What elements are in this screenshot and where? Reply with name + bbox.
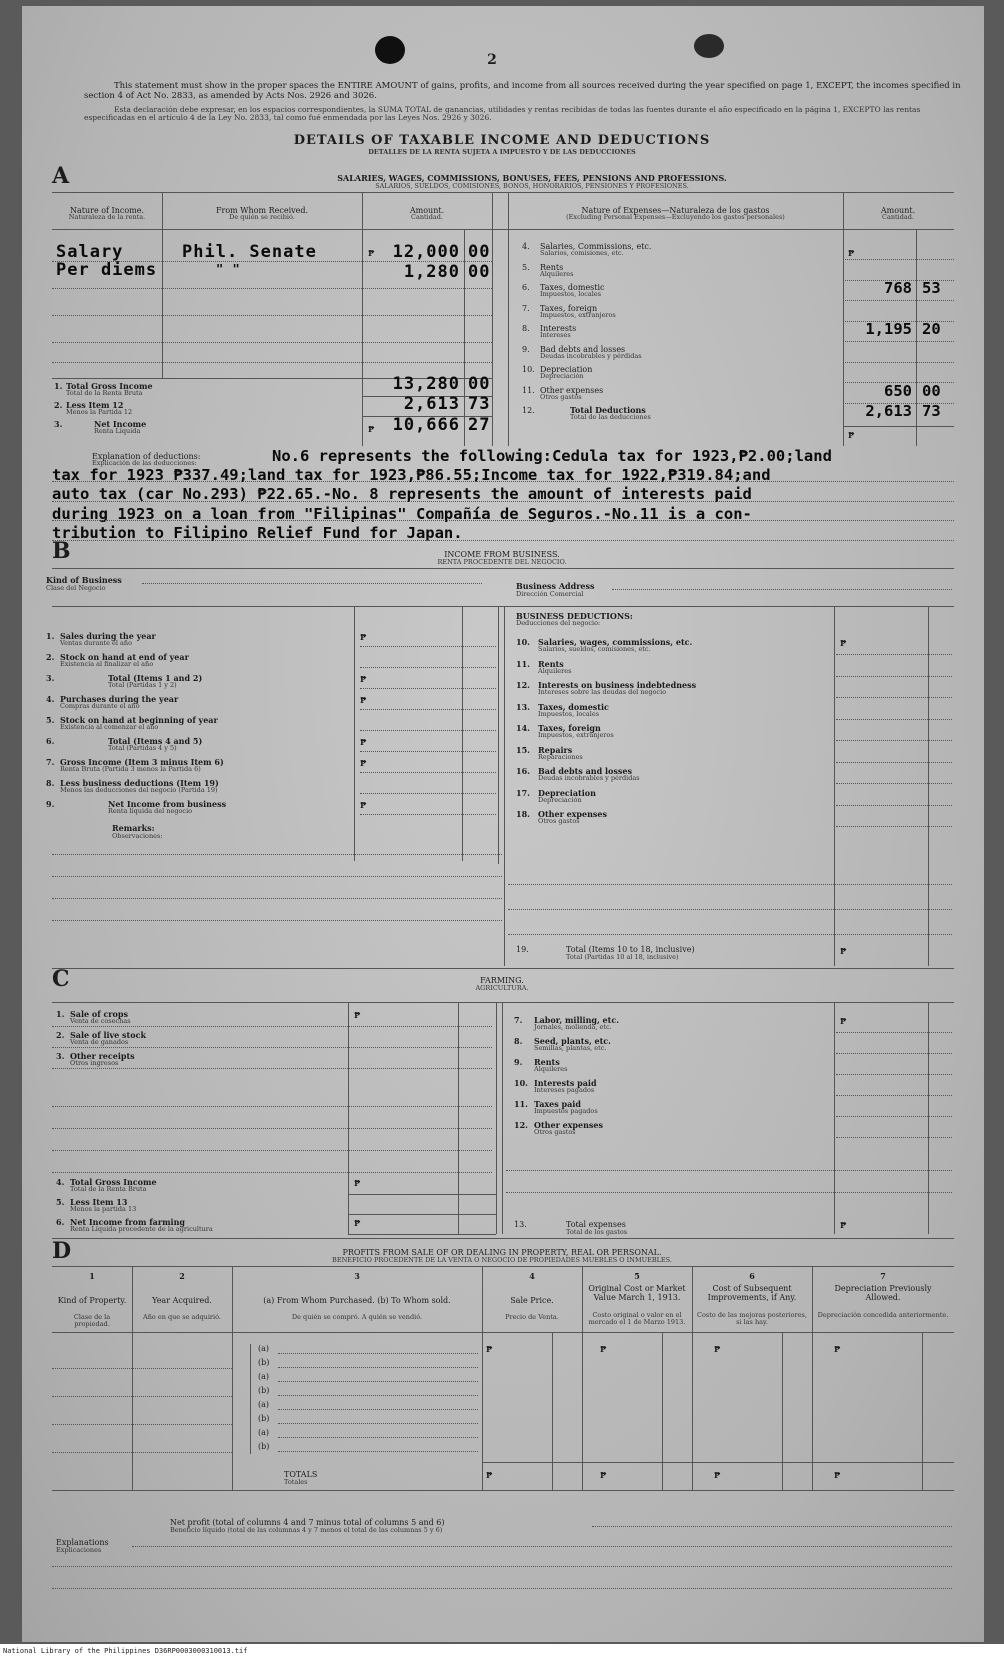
item-label-es: Reparaciones xyxy=(538,752,583,761)
item-label: Depreciation xyxy=(538,787,596,798)
item-number: 3. xyxy=(46,673,55,683)
income-pesos: 1,280 xyxy=(403,262,460,282)
net-profit-label-es: Beneficio líquido (total de las columnas 4 y 7 menos el total de las columnas 5 y 6) xyxy=(170,1526,443,1534)
item-label: Taxes, foreign xyxy=(540,303,598,313)
item-label: Interests on business indebtedness xyxy=(538,680,697,690)
item-label: Less Item 12 xyxy=(66,400,124,410)
item-number: 2. xyxy=(46,652,55,662)
income-from: " " xyxy=(216,262,241,276)
item-label: Rents xyxy=(540,262,564,272)
totals-label: TOTALS xyxy=(284,1470,318,1479)
item-label: Total (Items 4 and 5) xyxy=(108,736,203,746)
item-label-es: Jornales, molienda, etc. xyxy=(534,1023,612,1031)
section-c-title: FARMING. xyxy=(480,976,524,985)
item-number: 6. xyxy=(56,1217,65,1227)
total-gross-cents: 00 xyxy=(468,374,491,394)
form-page xyxy=(22,6,984,1642)
column-label: Kind of Property. xyxy=(57,1296,127,1305)
explanation-line-4: during 1923 on a loan from "Filipinas" Compañía de Seguros.-No.11 is a con- xyxy=(52,505,752,523)
explanation-label: Explanation of deductions: xyxy=(92,452,201,461)
item-label: Other expenses xyxy=(540,385,604,395)
peso-sign: ₱ xyxy=(840,946,847,956)
item-label-es: Intereses sobre las deudas del negocio xyxy=(538,688,667,696)
row-marker: (a) xyxy=(258,1428,270,1437)
item-label: Taxes, domestic xyxy=(540,283,605,292)
explanation-line-3: auto tax (car No.293) ₱22.65.-No. 8 represents the amount of interests paid xyxy=(52,485,752,503)
col-nature-of-expenses-es: (Excluding Personal Expenses—Excluyendo los gastos personales) xyxy=(566,213,785,221)
column-label-es: Año en que se adquirió. xyxy=(143,1313,221,1321)
item-number: 9. xyxy=(46,799,55,809)
item-label-es: Ventas durante el año xyxy=(60,639,133,647)
item-number: 4. xyxy=(522,242,530,251)
business-deductions-head: BUSINESS DEDUCTIONS: xyxy=(516,611,633,621)
business-deductions-head-es: Deducciones del negocio: xyxy=(516,619,601,627)
item-number: 12. xyxy=(516,680,530,690)
item-label-es: Otros gastos xyxy=(540,392,582,401)
item-number: 8. xyxy=(514,1036,523,1046)
item-label-es: Total de la Renta Bruta xyxy=(70,1185,147,1193)
item-label: Total (Items 1 and 2) xyxy=(108,673,203,683)
item-label-es: Impuestos, extranjeros xyxy=(538,731,614,739)
item-label-es: Otros gastos xyxy=(534,1128,576,1136)
item-number: 16. xyxy=(516,766,530,776)
punch-hole-left xyxy=(375,36,405,64)
peso-sign: ₱ xyxy=(840,1016,847,1026)
item-label: Bad debts and losses xyxy=(540,344,626,354)
item-label: Interests xyxy=(540,324,577,333)
item-label: Sale of live stock xyxy=(70,1030,146,1040)
expense-pesos: 2,613 xyxy=(865,402,912,420)
column-number: 6 xyxy=(749,1271,755,1281)
item-number: 6. xyxy=(522,283,530,292)
item-label-es: Salarios, sueldos, comisiones, etc. xyxy=(538,645,651,653)
explanation-label-es: Explicación de las deducciones: xyxy=(92,459,197,467)
item-label-es: Intereses xyxy=(540,331,571,339)
archive-footer: National Library of the Philippines D36RP0003000310013.tif xyxy=(0,1644,1004,1658)
item-label-es: Total de los gastos xyxy=(566,1228,628,1236)
item-label-es: Menos la Partida 12 xyxy=(66,408,133,416)
item-label-es: Renta líquida del negocio xyxy=(108,807,193,815)
item-number: 2. xyxy=(56,1030,65,1040)
item-label-es: Deudas incobrables y pérdidas xyxy=(540,351,642,360)
column-number: 3 xyxy=(354,1271,360,1281)
column-number: 1 xyxy=(89,1271,95,1281)
item-label-es: Venta de ganados xyxy=(70,1038,129,1046)
peso-sign: ₱ xyxy=(486,1470,493,1480)
peso-sign: ₱ xyxy=(360,674,367,684)
section-d-title: PROFITS FROM SALE OF OR DEALING IN PROPERTY, REAL OR PERSONAL. xyxy=(342,1248,662,1257)
peso-sign: ₱ xyxy=(360,737,367,747)
item-label-es: Intereses pagados xyxy=(534,1086,595,1094)
column-label: Depreciation Previously Allowed. xyxy=(834,1284,932,1302)
column-label-es: Costo de las mejoras posteriores, si las hay. xyxy=(697,1311,807,1326)
income-nature: Per diems xyxy=(56,260,158,280)
column-label-es: Depreciación concedida anteriormente. xyxy=(817,1311,949,1319)
expense-cents: 20 xyxy=(922,320,941,338)
expense-pesos: 768 xyxy=(884,279,912,297)
item-number: 5. xyxy=(522,262,530,272)
item-label-es: Total (Partidas 1 y 2) xyxy=(108,681,177,689)
column-label: Original Cost or Market Value March 1, 1913. xyxy=(588,1284,686,1302)
item-label-es: Menos las deducciones del negocio (Partida 19) xyxy=(60,786,218,794)
business-address-label-es: Dirección Comercial xyxy=(516,590,584,598)
totals-label-es: Totales xyxy=(284,1478,308,1486)
peso-sign: ₱ xyxy=(840,1220,847,1230)
column-label: Cost of Subsequent Improvements, if Any. xyxy=(707,1284,797,1302)
item-number: 17. xyxy=(516,787,530,798)
item-label-es: Otros gastos xyxy=(538,817,580,825)
item-number: 10. xyxy=(516,637,530,647)
peso-sign: ₱ xyxy=(360,632,367,642)
item-number: 9. xyxy=(514,1057,523,1067)
income-cents: 00 xyxy=(468,242,491,262)
item-number: 8. xyxy=(522,324,530,333)
peso-sign: ₱ xyxy=(360,800,367,810)
item-label: Other expenses xyxy=(538,809,608,819)
punch-hole-right xyxy=(694,34,724,58)
peso-sign: ₱ xyxy=(840,638,847,648)
item-label: Other receipts xyxy=(70,1051,135,1061)
item-label-es: Impuestos, extranjeros xyxy=(540,310,616,319)
peso-sign: ₱ xyxy=(360,695,367,705)
explanation-line-5: tribution to Filipino Relief Fund for Japan. xyxy=(52,524,463,542)
column-number: 2 xyxy=(179,1271,185,1281)
item-label-es: Total (Partidas 4 y 5) xyxy=(108,744,177,752)
item-label-es: Alquileres xyxy=(534,1065,568,1073)
explanations-label: Explanations xyxy=(56,1538,109,1547)
item-label: Total Deductions xyxy=(570,405,646,415)
col-nature-of-income-es: Naturaleza de la renta. xyxy=(68,213,146,221)
item-label: Less business deductions (Item 19) xyxy=(60,778,219,788)
item-label-es: Total de la Renta Bruta xyxy=(66,389,143,397)
item-label-es: Depreciación xyxy=(540,372,584,380)
item-label: Less Item 13 xyxy=(70,1197,128,1207)
item-label: Taxes, foreign xyxy=(538,723,601,733)
item-label: Stock on hand at beginning of year xyxy=(60,715,218,725)
item-label: Labor, milling, etc. xyxy=(534,1015,619,1025)
explanation-line-2: tax for 1923 ₱337.49;land tax for 1923,₱86.55;Income tax for 1922,₱319.84;and xyxy=(52,466,771,484)
item-label: Total Gross Income xyxy=(70,1177,157,1187)
item-label: Seed, plants, etc. xyxy=(534,1036,611,1046)
item-number: 19. xyxy=(516,945,529,954)
item-label: Purchases during the year xyxy=(60,694,179,704)
item-label: Gross Income (Item 3 minus Item 6) xyxy=(60,757,224,767)
item-label: Net Income from business xyxy=(108,799,227,809)
income-cents: 00 xyxy=(468,262,491,282)
item-number: 5. xyxy=(46,715,55,725)
item-number: 7. xyxy=(514,1015,523,1025)
income-nature: Salary xyxy=(56,242,124,262)
item-label: Bad debts and losses xyxy=(538,766,632,776)
item-number: 13. xyxy=(514,1220,527,1229)
item-number: 15. xyxy=(516,744,530,755)
item-number: 10. xyxy=(522,365,535,374)
expense-pesos: 650 xyxy=(884,381,912,400)
section-c-letter: C xyxy=(52,966,70,992)
item-number: 7. xyxy=(46,757,55,767)
col-amount-expenses-es: Cantidad. xyxy=(882,213,914,221)
item-number: 11. xyxy=(514,1099,528,1109)
item-label: Total expenses xyxy=(566,1220,626,1229)
peso-sign: ₱ xyxy=(368,424,375,434)
item-number: 11. xyxy=(516,658,530,669)
net-income-cents: 27 xyxy=(468,415,491,435)
item-label-es: Renta Líquida xyxy=(94,427,141,435)
peso-sign: ₱ xyxy=(354,1218,361,1228)
section-d-letter: D xyxy=(52,1238,72,1264)
item-number: 11. xyxy=(522,385,535,395)
item-number: 12. xyxy=(514,1120,528,1130)
item-label: Salaries, wages, commissions, etc. xyxy=(538,637,693,647)
item-label: Other expenses xyxy=(534,1120,604,1130)
item-label-es: Impuestos pagados xyxy=(534,1107,598,1115)
peso-sign: ₱ xyxy=(600,1470,607,1480)
col-amount: Amount. xyxy=(409,206,445,215)
business-address-label: Business Address xyxy=(516,581,595,591)
item-label-es: Menos la partida 13 xyxy=(70,1205,137,1213)
item-label-es: Otros ingresos xyxy=(70,1059,119,1067)
item-number: 5. xyxy=(56,1197,65,1207)
kind-of-business-label-es: Clase del Negocio xyxy=(46,584,106,592)
item-label: Taxes paid xyxy=(534,1099,581,1109)
item-label: Interests paid xyxy=(534,1078,597,1088)
item-label: Total (Items 10 to 18, inclusive) xyxy=(566,945,695,954)
section-d-title-es: BENEFICIO PROCEDENTE DE LA VENTA O NEGOCIO DE PROPIEDADES MUEBLES O INMUEBLES. xyxy=(332,1256,672,1264)
intro-text-es: Esta declaración debe expresar, en los espacios correspondientes, la SUMA TOTAL de ganancias, utilidades y rentas recibidas de todas las fuentes durante el año especificado en la página 1, EXCEPTO las rentas especificadas en el artículo 4 de la Ley No. 2833, tal como fué enmendada por las Leyes Nos. 2926 y 3026. xyxy=(84,105,921,122)
item-label: Depreciation xyxy=(540,365,593,374)
item-label: Net Income from farming xyxy=(70,1217,185,1227)
item-label: Repairs xyxy=(538,744,573,755)
remarks-label: Remarks: xyxy=(112,823,155,833)
item-number: 3. xyxy=(56,1051,65,1061)
column-number: 5 xyxy=(634,1271,640,1281)
item-label-es: Renta Líquida procedente de la agricultura xyxy=(70,1225,213,1233)
item-label-es: Depreciación xyxy=(538,795,582,804)
expense-cents: 00 xyxy=(922,381,941,400)
item-number: 4. xyxy=(56,1177,65,1187)
section-c-title-es: AGRICULTURA. xyxy=(475,984,529,992)
total-gross-pesos: 13,280 xyxy=(392,374,460,394)
page-title: DETAILS OF TAXABLE INCOME AND DEDUCTIONS xyxy=(293,133,711,148)
item-label-es: Existencia al comenzar el año xyxy=(60,723,159,731)
peso-sign: ₱ xyxy=(354,1010,361,1020)
item-label: Rents xyxy=(538,658,564,669)
item-label-es: Salarios, comisiones, etc. xyxy=(540,249,624,257)
item-number: 12. xyxy=(522,406,535,415)
item-label: Stock on hand at end of year xyxy=(60,652,189,662)
item-number: 9. xyxy=(522,344,530,354)
column-label-es: Clase de la propiedad. xyxy=(73,1313,111,1328)
row-marker: (a) xyxy=(258,1344,270,1353)
item-label-es: Alquileres xyxy=(538,666,572,675)
item-number: 13. xyxy=(516,701,530,712)
peso-sign: ₱ xyxy=(714,1470,721,1480)
item-label-es: Impuestos, locales xyxy=(538,709,600,718)
column-number: 4 xyxy=(529,1271,535,1281)
row-marker: (b) xyxy=(258,1414,270,1423)
column-label: Year Acquired. xyxy=(152,1296,212,1305)
net-income-pesos: 10,666 xyxy=(392,415,460,435)
item-label: Net Income xyxy=(94,419,147,429)
col-nature-of-income: Nature of Income. xyxy=(69,206,145,215)
col-from-whom: From Whom Received. xyxy=(215,206,309,215)
intro-text-en: This statement must show in the proper spaces the ENTIRE AMOUNT of gains, profits, and income from all sources received during the year specified on page 1, EXCEPT, the incomes specified in section 4 of Act No. 2833, as amended by Acts Nos. 2926 and 3026. xyxy=(84,81,961,101)
item-label: Taxes, domestic xyxy=(538,701,609,712)
item-label: Sales during the year xyxy=(60,631,156,641)
section-a-title-es: SALARIOS, SUELDOS, COMISIONES, BONOS, HONORARIOS, PENSIONES Y PROFESIONES. xyxy=(375,182,689,190)
column-label: Sale Price. xyxy=(510,1296,554,1305)
item-number: 8. xyxy=(46,778,55,788)
item-number: 1. xyxy=(46,631,55,641)
row-marker: (a) xyxy=(258,1400,270,1409)
peso-sign: ₱ xyxy=(354,1178,361,1188)
item-label-es: Deudas incobrables y pérdidas xyxy=(538,774,640,782)
row-marker: (b) xyxy=(258,1358,270,1367)
less-item-pesos: 2,613 xyxy=(403,394,460,414)
item-label: Sale of crops xyxy=(70,1009,128,1019)
kind-of-business-label: Kind of Business xyxy=(46,575,122,585)
explanations-label-es: Explicaciones xyxy=(56,1546,102,1554)
col-amount-es: Cantidad. xyxy=(411,213,443,221)
peso-sign: ₱ xyxy=(486,1344,493,1354)
column-label-es: Precio de Venta. xyxy=(505,1313,559,1321)
item-number: 1. xyxy=(54,381,63,391)
column-label: (a) From Whom Purchased. (b) To Whom sold. xyxy=(263,1296,451,1305)
item-label: Total Gross Income xyxy=(66,381,153,391)
expense-cents: 73 xyxy=(922,402,941,420)
column-label-es: De quién se compró. A quién se vendió. xyxy=(291,1313,423,1321)
peso-sign: ₱ xyxy=(368,248,375,258)
expense-cents: 53 xyxy=(922,279,941,297)
item-label-es: Compras durante el año xyxy=(60,702,140,710)
peso-sign: ₱ xyxy=(848,248,855,258)
item-number: 4. xyxy=(46,694,55,704)
item-number: 18. xyxy=(516,809,530,819)
row-marker: (b) xyxy=(258,1386,270,1395)
peso-sign: ₱ xyxy=(834,1470,841,1480)
item-number: 1. xyxy=(56,1009,65,1019)
item-label-es: Impuestos, locales xyxy=(540,290,602,298)
peso-sign: ₱ xyxy=(714,1344,721,1354)
item-label-es: Semillas, plantas, etc. xyxy=(534,1044,607,1052)
page-number: 2 xyxy=(487,52,497,68)
remarks-label-es: Observaciones: xyxy=(112,832,163,840)
item-number: 2. xyxy=(54,400,63,410)
column-label-es: Costo original o valor en el mercado el 1 de Marzo 1913. xyxy=(588,1311,686,1326)
section-a-letter: A xyxy=(52,163,70,189)
item-label-es: Existencia al finalizar el año xyxy=(60,660,154,668)
explanation-line-1: No.6 represents the following:Cedula tax for 1923,₱2.00;land xyxy=(272,447,832,465)
peso-sign: ₱ xyxy=(360,758,367,768)
page-title-es: DETALLES DE LA RENTA SUJETA A IMPUESTO Y DE LAS DEDUCCIONES xyxy=(368,148,636,156)
item-label-es: Renta Bruta (Partida 3 menos la Partida 6) xyxy=(60,765,201,773)
item-label-es: Venta de cosechas xyxy=(70,1017,131,1025)
item-number: 14. xyxy=(516,723,530,733)
peso-sign: ₱ xyxy=(600,1344,607,1354)
col-amount-expenses: Amount. xyxy=(880,206,916,215)
row-marker: (a) xyxy=(258,1372,270,1381)
item-number: 6. xyxy=(46,736,55,746)
section-b-letter: B xyxy=(52,538,71,564)
col-nature-of-expenses: Nature of Expenses—Naturaleza de los gastos xyxy=(581,206,770,215)
income-pesos: 12,000 xyxy=(392,242,460,262)
section-b-title-es: RENTA PROCEDENTE DEL NEGOCIO. xyxy=(437,558,567,566)
item-number: 7. xyxy=(522,303,530,313)
column-number: 7 xyxy=(880,1271,886,1281)
peso-sign: ₱ xyxy=(848,430,855,440)
item-label: Rents xyxy=(534,1057,560,1067)
less-item-cents: 73 xyxy=(468,394,491,414)
item-label-es: Total (Partidas 10 al 18, inclusive) xyxy=(566,953,679,961)
item-label: Salaries, Commissions, etc. xyxy=(540,242,652,251)
net-profit-label: Net profit (total of columns 4 and 7 minus total of columns 5 and 6) xyxy=(170,1518,445,1527)
expense-pesos: 1,195 xyxy=(865,320,912,338)
item-label-es: Alquileres xyxy=(540,269,574,278)
item-label-es: Total de las deducciones xyxy=(570,413,651,421)
item-number: 3. xyxy=(54,419,63,429)
col-from-whom-es: De quién se recibió. xyxy=(229,213,295,221)
item-number: 10. xyxy=(514,1078,528,1088)
income-from: Phil. Senate xyxy=(182,242,317,262)
section-a-title: SALARIES, WAGES, COMMISSIONS, BONUSES, FEES, PENSIONS AND PROFESSIONS. xyxy=(337,173,727,183)
peso-sign: ₱ xyxy=(834,1344,841,1354)
section-b-title: INCOME FROM BUSINESS. xyxy=(444,550,560,559)
row-marker: (b) xyxy=(258,1442,270,1451)
